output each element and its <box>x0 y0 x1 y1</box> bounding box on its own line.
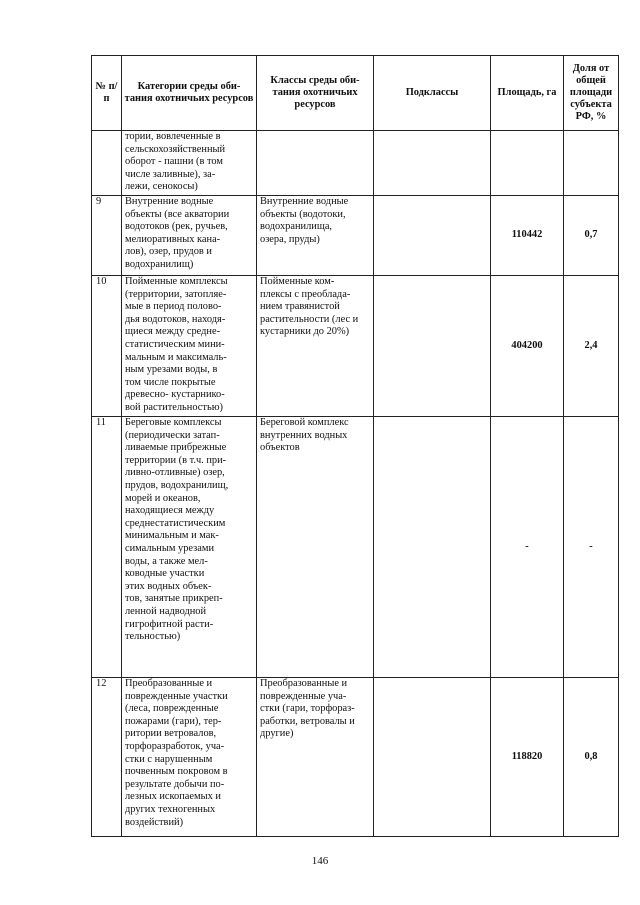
page-number: 146 <box>311 855 329 867</box>
category-cell: Внутренние водные объекты (все акватории водотоков (рек, ручьев, мелиоративных кана- лов), озер, прудов и водохранилищ) <box>122 196 257 276</box>
table-row <box>92 131 619 196</box>
share-cell: 0,7 <box>564 196 619 276</box>
header-categories: Категории среды оби- тания охотничьих ресурсов <box>122 56 257 131</box>
class-cell: Береговой комплекс внутренних водных объектов <box>257 417 374 678</box>
table-row <box>92 678 619 837</box>
area-cell: 404200 <box>491 276 564 417</box>
class-cell: Внутренние водные объекты (водотоки, водохранилища, озера, пруды) <box>257 196 374 276</box>
subclass-cell <box>374 678 491 837</box>
header-share: Доля от общей площади субъекта РФ, % <box>564 56 619 131</box>
class-cell <box>257 131 374 196</box>
row-number: 9 <box>92 196 122 276</box>
subclass-cell <box>374 131 491 196</box>
row-number: 10 <box>92 276 122 417</box>
row-number <box>92 131 122 196</box>
area-cell <box>491 131 564 196</box>
class-cell: Пойменные ком- плексы с преоблада- нием травянистой растительности (лес и кустарники до 20%) <box>257 276 374 417</box>
table-row <box>92 276 619 417</box>
row-number: 12 <box>92 678 122 837</box>
area-cell: - <box>491 417 564 678</box>
share-cell: - <box>564 417 619 678</box>
subclass-cell <box>374 417 491 678</box>
table-row <box>92 196 619 276</box>
table-row <box>92 417 619 678</box>
share-cell: 0,8 <box>564 678 619 837</box>
category-cell: тории, вовлеченные в сельскохозяйственный оборот - пашни (в том числе заливные), за- лежи, сенокосы) <box>122 131 257 196</box>
category-cell: Пойменные комплексы (территории, затопляе- мые в период полово- дья водотоков, находя- щиеся между средне- статистическим мини- мальным и максималь- ным урезами воды, в том числе покрытые древесно- кустарнико- вой растительностью) <box>122 276 257 417</box>
header-classes: Классы среды оби- тания охотничьих ресурсов <box>257 56 374 131</box>
header-num: № п/п <box>92 56 122 131</box>
subclass-cell <box>374 276 491 417</box>
area-cell: 110442 <box>491 196 564 276</box>
row-number: 11 <box>92 417 122 678</box>
category-cell: Преобразованные и поврежденные участки (леса, поврежденные пожарами (гари), тер- ритории ветровалов, торфоразработок, уча- стки с нарушенным почвенным покровом в результате добычи по- лезных ископаемых и других техногенных воздействий) <box>122 678 257 837</box>
share-cell <box>564 131 619 196</box>
header-subclasses: Подклассы <box>374 56 491 131</box>
hunting-habitat-table <box>91 55 619 837</box>
area-cell: 118820 <box>491 678 564 837</box>
subclass-cell <box>374 196 491 276</box>
table-header-row <box>92 56 619 131</box>
category-cell: Береговые комплексы (периодически затап- ливаемые прибрежные территории (в т.ч. при- ливно-отливные) озер, прудов, водохранилищ, морей и океанов, находящиеся между среднестатистическим минимальным и мак- симальным урезами воды, а также мел- ководные участки этих водных объек- тов, занятые прикреп- ленной надводной гигрофитной расти- тельностью) <box>122 417 257 678</box>
class-cell: Преобразованные и поврежденные уча- стки (гари, торфораз- работки, ветровалы и другие) <box>257 678 374 837</box>
header-area: Площадь, га <box>491 56 564 131</box>
share-cell: 2,4 <box>564 276 619 417</box>
